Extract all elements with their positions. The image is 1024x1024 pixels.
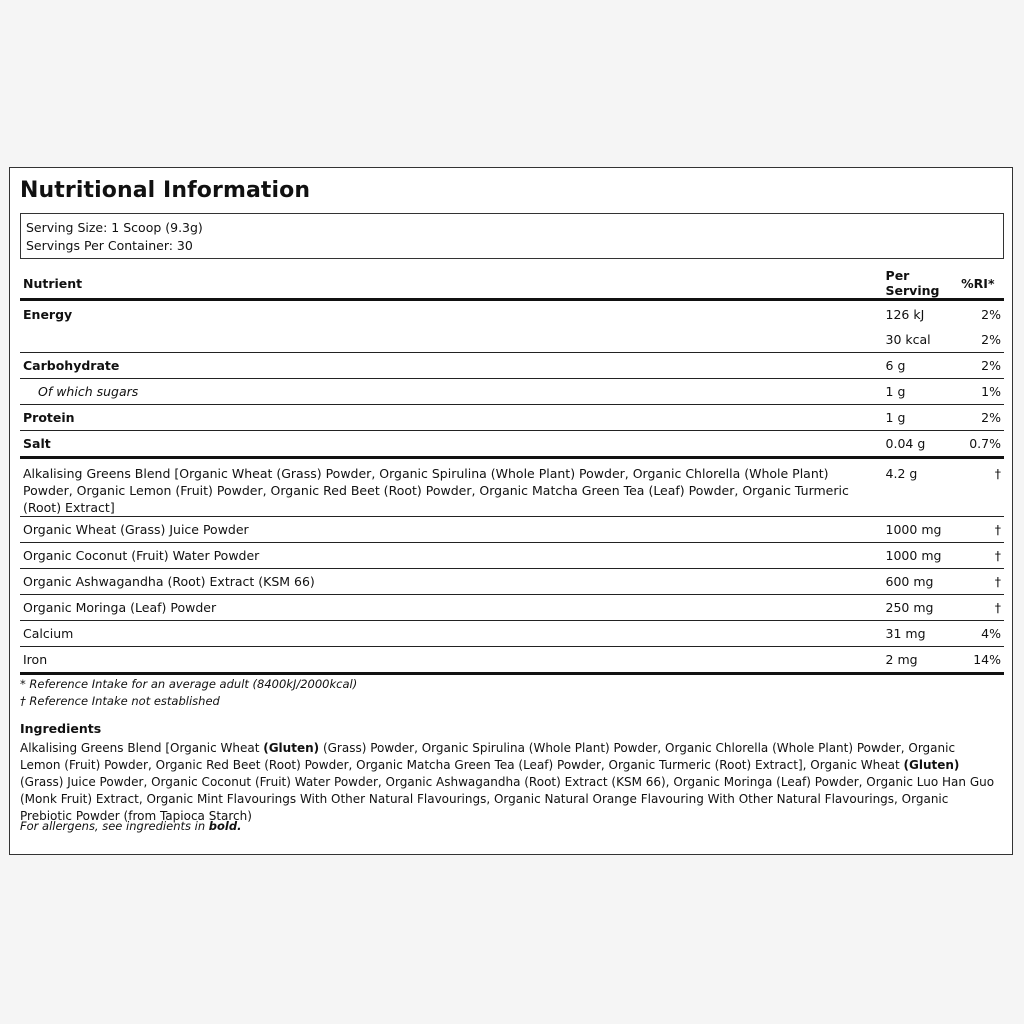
table-header-row bbox=[20, 268, 1004, 300]
table-row bbox=[20, 353, 1004, 379]
per-serving-value: 30 kcal bbox=[883, 327, 959, 353]
table-row bbox=[20, 621, 1004, 647]
table-row bbox=[20, 517, 1004, 543]
dagger-footnote: † Reference Intake not established bbox=[20, 694, 220, 708]
ri-value: 14% bbox=[958, 647, 1004, 674]
nutrient-name: Of which sugars bbox=[20, 379, 883, 405]
per-serving-value: 126 kJ bbox=[885, 307, 925, 322]
allergen-note-prefix: For allergens, see ingredients in bbox=[20, 819, 209, 833]
ri-value: 2% bbox=[958, 353, 1004, 379]
table-row bbox=[20, 327, 1004, 353]
table-row bbox=[20, 569, 1004, 595]
nutrient-name: Carbohydrate bbox=[20, 353, 883, 379]
nutrient-name: Organic Moringa (Leaf) Powder bbox=[20, 595, 883, 621]
per-serving-value: 1000 mg bbox=[883, 543, 959, 569]
nutrient-name: Organic Coconut (Fruit) Water Powder bbox=[20, 543, 883, 569]
per-serving-value: 600 mg bbox=[883, 569, 959, 595]
table-row bbox=[20, 379, 1004, 405]
allergen-gluten: (Gluten) bbox=[903, 758, 960, 772]
allergen-note-bold: bold. bbox=[208, 819, 242, 833]
allergen-gluten: (Gluten) bbox=[263, 741, 320, 755]
ri-value: † bbox=[958, 569, 1004, 595]
ri-value: 1% bbox=[958, 379, 1004, 405]
ri-value: † bbox=[958, 458, 1004, 517]
table-row bbox=[20, 647, 1004, 674]
per-serving-value: 2 mg bbox=[883, 647, 959, 674]
ri-value: † bbox=[958, 543, 1004, 569]
header-ri: %RI* bbox=[961, 275, 995, 291]
per-serving-value: 1 g bbox=[883, 405, 959, 431]
page-title: Nutritional Information bbox=[20, 178, 311, 203]
ri-value: 2% bbox=[958, 405, 1004, 431]
ri-value: 2% bbox=[958, 327, 1004, 353]
nutrient-name: Iron bbox=[20, 647, 883, 674]
servings-per-container: Servings Per Container: 30 bbox=[26, 237, 193, 253]
header-per-serving: Per Serving bbox=[885, 268, 940, 298]
ingredients-part: (Grass) Powder, Organic Spirulina (Whole Plant) Powder, Organic Chlorella (Whole Plant) Powder, Organic Lemon (Fruit) Powder, Organic Red Beet (Root) Powder, Organic Matcha Green Tea (Leaf) Powder, Organic Turmeric (Root) Extract], Organic Wheat bbox=[20, 741, 956, 772]
nutrient-name: Energy bbox=[23, 307, 73, 322]
ingredients-part: Alkalising Greens Blend [Organic Wheat bbox=[20, 741, 264, 755]
table-row bbox=[20, 300, 1004, 328]
table-row bbox=[20, 431, 1004, 458]
ingredients-text bbox=[20, 740, 995, 825]
per-serving-value: 4.2 g bbox=[883, 458, 959, 517]
ingredients-part: (Grass) Juice Powder, Organic Coconut (Fruit) Water Powder, Organic Ashwagandha (Root) Extract (KSM 66), Organic Moringa (Leaf) Powder, Organic Luo Han Guo (Monk Fruit) Extract, Organic Mint Flavourings With Other Natural Flavourings, Organic Natural Orange Flavouring With Other Natural Flavourings, Organic Prebiotic Powder (from Tapioca Starch) bbox=[20, 775, 995, 823]
nutrient-name: Calcium bbox=[20, 621, 883, 647]
per-serving-value: 250 mg bbox=[883, 595, 959, 621]
per-serving-value: 1000 mg bbox=[883, 517, 959, 543]
nutrition-table bbox=[20, 268, 1004, 675]
ri-value: † bbox=[958, 517, 1004, 543]
header-nutrient: Nutrient bbox=[23, 275, 83, 291]
table-row bbox=[20, 405, 1004, 431]
per-serving-value: 1 g bbox=[883, 379, 959, 405]
table-row bbox=[20, 595, 1004, 621]
ri-value: 0.7% bbox=[958, 431, 1004, 458]
per-serving-value: 0.04 g bbox=[883, 431, 959, 458]
nutrient-name: Salt bbox=[20, 431, 883, 458]
footnotes bbox=[20, 676, 357, 710]
serving-info-box bbox=[20, 213, 1004, 259]
per-serving-value: 31 mg bbox=[883, 621, 959, 647]
nutrient-name: Protein bbox=[20, 405, 883, 431]
nutrient-name bbox=[20, 327, 883, 353]
ingredients-heading: Ingredients bbox=[20, 721, 102, 736]
per-serving-value: 6 g bbox=[883, 353, 959, 379]
ri-value: † bbox=[958, 595, 1004, 621]
table-row bbox=[20, 458, 1004, 517]
ri-footnote: * Reference Intake for an average adult (8400kJ/2000kcal) bbox=[20, 677, 358, 691]
nutrient-name: Organic Ashwagandha (Root) Extract (KSM 66) bbox=[20, 569, 883, 595]
table-row bbox=[20, 543, 1004, 569]
nutrient-name: Alkalising Greens Blend [Organic Wheat (Grass) Powder, Organic Spirulina (Whole Plant) Powder, Organic Chlorella (Whole Plant) Powder, Organic Lemon (Fruit) Powder, Organic Red Beet (Root) Powder, Organic Matcha Green Tea (Leaf) Powder, Organic Turmeric (Root) Extract] bbox=[20, 458, 883, 517]
ri-value: 2% bbox=[981, 307, 1001, 322]
allergen-note bbox=[20, 819, 241, 833]
nutrition-panel bbox=[9, 167, 1013, 855]
serving-size: Serving Size: 1 Scoop (9.3g) bbox=[26, 220, 203, 235]
ri-value: 4% bbox=[958, 621, 1004, 647]
nutrient-name: Organic Wheat (Grass) Juice Powder bbox=[20, 517, 883, 543]
